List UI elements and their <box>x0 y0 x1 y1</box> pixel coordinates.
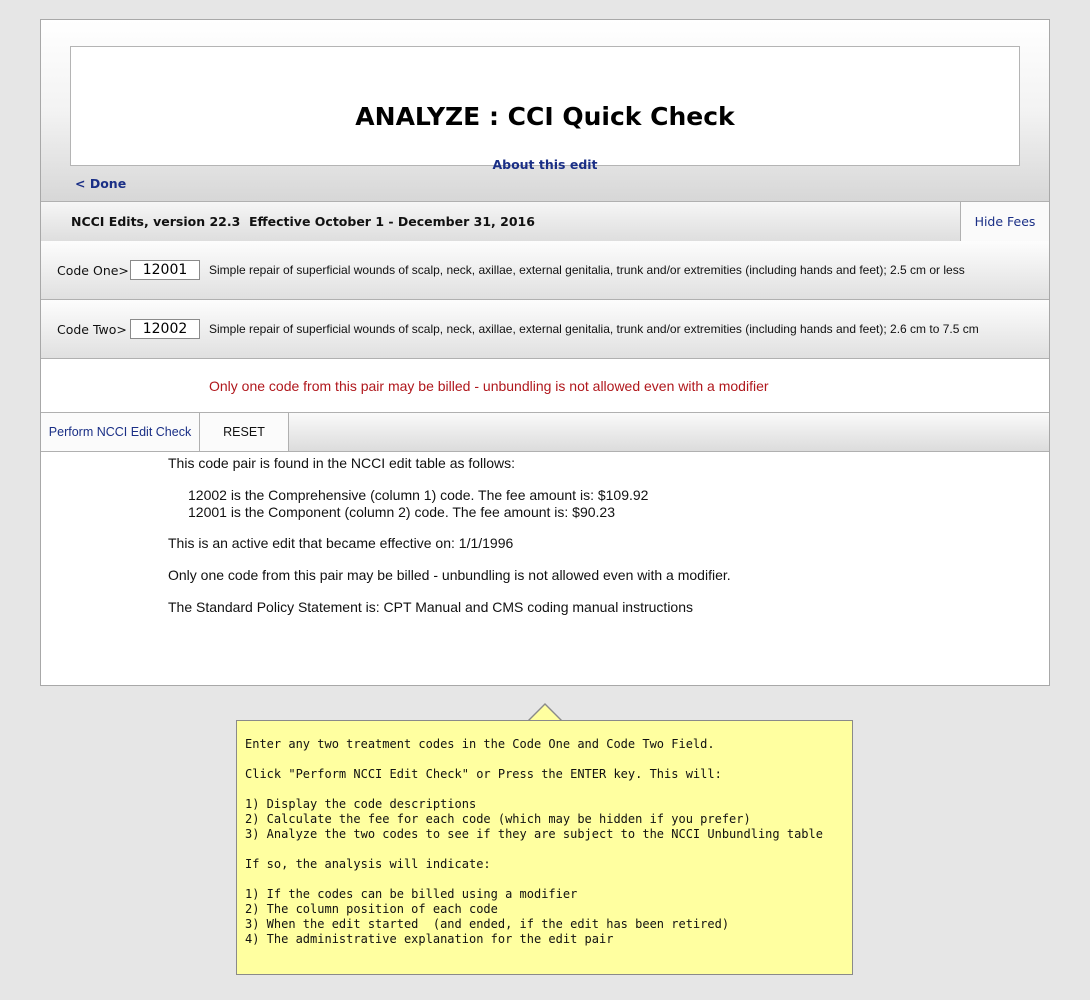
button-bar <box>41 413 1049 452</box>
code-one-label: Code One> <box>57 263 129 278</box>
results-intro: This code pair is found in the NCCI edit table as follows: <box>168 455 516 471</box>
code-two-description: Simple repair of superficial wounds of scalp, neck, axillae, external genitalia, trunk and/or extremities (including hands and feet); 2.6 cm to 7.5 cm <box>209 322 979 336</box>
help-line: 1) If the codes can be billed using a modifier <box>245 887 578 901</box>
help-line: Enter any two treatment codes in the Code One and Code Two Field. <box>245 737 715 751</box>
code-two-input[interactable]: 12002 <box>130 319 200 339</box>
code-two-row <box>41 300 1049 359</box>
help-line: 1) Display the code descriptions <box>245 797 477 811</box>
page-title: ANALYZE : CCI Quick Check <box>355 102 735 131</box>
main-panel <box>40 19 1050 686</box>
code-one-description: Simple repair of superficial wounds of scalp, neck, axillae, external genitalia, trunk and/or extremities (including hands and feet); 2.5 cm or less <box>209 263 965 277</box>
warning-row <box>41 359 1049 413</box>
help-line: If so, the analysis will indicate: <box>245 857 491 871</box>
billing-line: Only one code from this pair may be billed - unbundling is not allowed even with a modifier. <box>168 567 731 583</box>
perform-check-button[interactable]: Perform NCCI Edit Check <box>41 413 200 451</box>
unbundling-warning: Only one code from this pair may be billed - unbundling is not allowed even with a modifier <box>209 378 769 394</box>
code-one-row <box>41 241 1049 300</box>
code-two-label: Code Two> <box>57 322 127 337</box>
help-line: 3) Analyze the two codes to see if they are subject to the NCCI Unbundling table <box>245 827 823 841</box>
help-line: 4) The administrative explanation for the edit pair <box>245 932 614 946</box>
help-line: 3) When the edit started (and ended, if the edit has been retired) <box>245 917 730 931</box>
comprehensive-line: 12002 is the Comprehensive (column 1) code. The fee amount is: $109.92 <box>188 487 649 503</box>
policy-line: The Standard Policy Statement is: CPT Manual and CMS coding manual instructions <box>168 599 693 615</box>
help-line: 2) Calculate the fee for each code (which may be hidden if you prefer) <box>245 812 751 826</box>
hide-fees-button[interactable]: Hide Fees <box>960 202 1049 241</box>
help-line: Click "Perform NCCI Edit Check" or Press the ENTER key. This will: <box>245 767 722 781</box>
code-one-input[interactable]: 12001 <box>130 260 200 280</box>
done-link[interactable]: < Done <box>75 176 127 191</box>
version-text: NCCI Edits, version 22.3 Effective October 1 - December 31, 2016 <box>71 214 535 229</box>
component-line: 12001 is the Component (column 2) code. The fee amount is: $90.23 <box>188 504 616 520</box>
version-bar <box>41 201 1049 242</box>
header-area <box>41 20 1049 201</box>
title-box <box>70 46 1020 172</box>
help-tooltip <box>236 720 853 975</box>
reset-button[interactable]: RESET <box>200 413 289 451</box>
help-line: 2) The column position of each code <box>245 902 498 916</box>
effective-date-line: This is an active edit that became effective on: 1/1/1996 <box>168 535 514 551</box>
about-edit-link[interactable]: About this edit <box>492 157 598 172</box>
